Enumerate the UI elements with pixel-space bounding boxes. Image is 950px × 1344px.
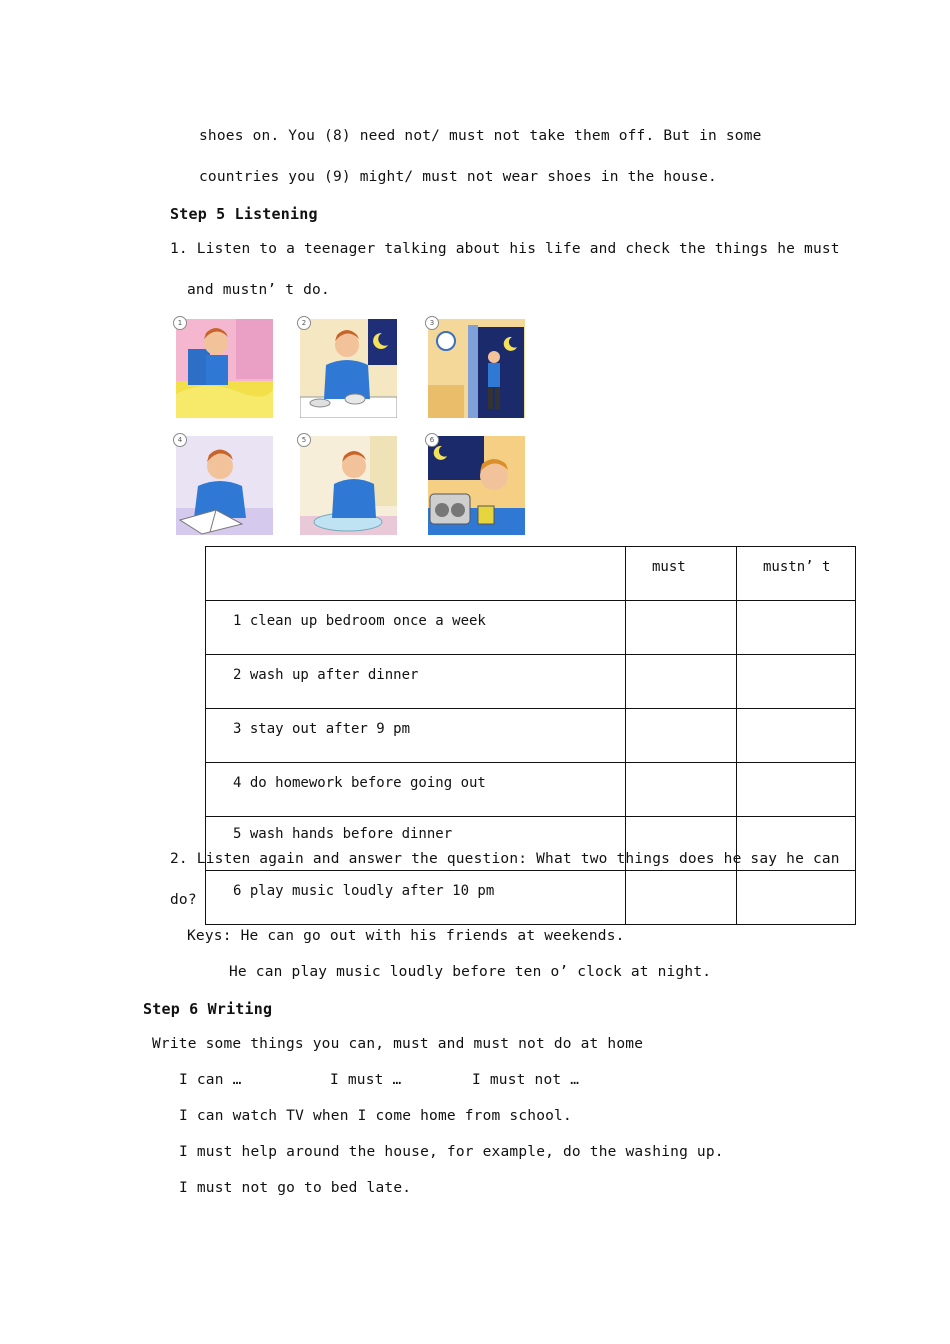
- activity-cell: 1 clean up bedroom once a week: [206, 601, 626, 655]
- table-row: [206, 763, 856, 817]
- must-check-cell[interactable]: [626, 601, 737, 655]
- picture-number: 6: [425, 433, 439, 447]
- header-activity: [206, 547, 626, 601]
- writing-instruction: Write some things you can, must and must not do at home: [152, 1036, 644, 1052]
- prompt-i-must: I must …: [330, 1072, 402, 1088]
- table-row: [206, 709, 856, 763]
- header-mustnt: mustn’ t: [737, 547, 856, 601]
- table-row: [206, 655, 856, 709]
- header-must: must: [626, 547, 737, 601]
- picture-4: [176, 436, 273, 535]
- must-check-cell[interactable]: [626, 709, 737, 763]
- step5-heading: Step 5 Listening: [170, 205, 318, 223]
- task1-line-2: and mustn’ t do.: [187, 282, 330, 298]
- example-sentence-1: I can watch TV when I come home from school.: [179, 1108, 572, 1124]
- paragraph-line-2: countries you (9) might/ must not wear shoes in the house.: [199, 169, 717, 185]
- must-check-cell[interactable]: [626, 871, 737, 925]
- activity-cell: 5 wash hands before dinner: [206, 817, 626, 871]
- table-header-row: [206, 547, 856, 601]
- step6-heading: Step 6 Writing: [143, 1000, 273, 1018]
- picture-number: 3: [425, 316, 439, 330]
- mustnt-check-cell[interactable]: [737, 655, 856, 709]
- picture-2: [300, 319, 397, 418]
- table-row: [206, 871, 856, 925]
- picture-1: [176, 319, 273, 418]
- mustnt-check-cell[interactable]: [737, 709, 856, 763]
- mustnt-check-cell[interactable]: [737, 871, 856, 925]
- picture-number: 4: [173, 433, 187, 447]
- picture-number: 2: [297, 316, 311, 330]
- prompt-i-must-not: I must not …: [472, 1072, 580, 1088]
- picture-5: [300, 436, 397, 535]
- task1-line-1: 1. Listen to a teenager talking about his life and check the things he must: [170, 241, 840, 257]
- must-check-cell[interactable]: [626, 655, 737, 709]
- picture-3: [428, 319, 525, 418]
- example-sentence-2: I must help around the house, for example, do the washing up.: [179, 1144, 724, 1160]
- picture-number: 5: [297, 433, 311, 447]
- keys-line-1: Keys: He can go out with his friends at weekends.: [187, 928, 625, 944]
- activity-cell: 3 stay out after 9 pm: [206, 709, 626, 763]
- paragraph-line-1: shoes on. You (8) need not/ must not take them off. But in some: [199, 128, 762, 144]
- picture-number: 1: [173, 316, 187, 330]
- mustnt-check-cell[interactable]: [737, 763, 856, 817]
- must-check-cell[interactable]: [626, 763, 737, 817]
- must-mustnt-table: [205, 546, 856, 925]
- keys-line-2: He can play music loudly before ten o’ clock at night.: [229, 964, 712, 980]
- example-sentence-3: I must not go to bed late.: [179, 1180, 412, 1196]
- task2-line-1: 2. Listen again and answer the question: What two things does he say he can: [170, 851, 840, 867]
- activity-cell: 4 do homework before going out: [206, 763, 626, 817]
- table-row: [206, 601, 856, 655]
- prompt-i-can: I can …: [179, 1072, 242, 1088]
- picture-6: [428, 436, 525, 535]
- activity-cell: 2 wash up after dinner: [206, 655, 626, 709]
- mustnt-check-cell[interactable]: [737, 601, 856, 655]
- activity-cell: 6 play music loudly after 10 pm: [206, 871, 626, 925]
- task2-line-2: do?: [170, 892, 197, 908]
